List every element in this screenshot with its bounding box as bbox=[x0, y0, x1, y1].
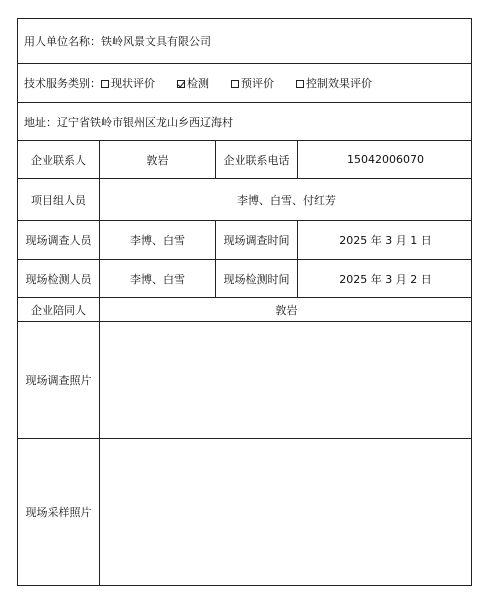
checkbox-icon bbox=[101, 80, 109, 88]
service-option-control: 控制效果评价 bbox=[296, 75, 372, 91]
contact-phone-label: 企业联系电话 bbox=[216, 141, 298, 178]
service-option-pre: 预评价 bbox=[231, 75, 274, 91]
address-row bbox=[18, 103, 471, 141]
survey-time-value: 2025 年 3 月 1 日 bbox=[339, 234, 432, 247]
contact-person-label: 企业联系人 bbox=[18, 141, 100, 178]
service-option-status: 现状评价 bbox=[101, 75, 155, 91]
service-option-detect: 检测 bbox=[177, 75, 209, 91]
survey-staff-value: 李博、白雪 bbox=[100, 221, 216, 259]
unit-cell bbox=[18, 19, 471, 63]
survey-photo-area bbox=[100, 322, 473, 438]
escort-value: 敦岩 bbox=[275, 303, 298, 317]
unit-row bbox=[18, 19, 471, 64]
detect-time-label: 现场检测时间 bbox=[216, 260, 298, 297]
team-value: 李博、白雪、付红芳 bbox=[237, 193, 336, 207]
detect-row bbox=[18, 260, 471, 298]
detect-staff-value: 李博、白雪 bbox=[100, 260, 216, 297]
unit-value: 铁岭风景文具有限公司 bbox=[101, 35, 211, 48]
service-row bbox=[18, 64, 471, 103]
survey-staff-label: 现场调查人员 bbox=[18, 221, 100, 259]
contact-row bbox=[18, 141, 471, 179]
contact-phone-value: 15042006070 bbox=[347, 153, 424, 166]
sampling-photo-label: 现场采样照片 bbox=[18, 439, 100, 585]
service-cell bbox=[18, 64, 471, 102]
survey-photo-row bbox=[18, 322, 471, 439]
sampling-photo-row bbox=[18, 439, 471, 585]
escort-row bbox=[18, 298, 471, 322]
detect-time-value: 2025 年 3 月 2 日 bbox=[339, 272, 432, 286]
checkbox-checked-icon bbox=[177, 80, 185, 88]
checkbox-icon bbox=[296, 80, 304, 88]
team-row bbox=[18, 179, 471, 221]
survey-row bbox=[18, 221, 471, 260]
team-label: 项目组人员 bbox=[18, 179, 100, 220]
address-value: 辽宁省铁岭市银州区龙山乡西辽海村 bbox=[57, 115, 233, 129]
survey-time-label: 现场调查时间 bbox=[216, 221, 298, 259]
survey-photo-label: 现场调查照片 bbox=[18, 322, 100, 438]
unit-label: 用人单位名称： bbox=[24, 35, 101, 48]
service-label: 技术服务类别： bbox=[24, 77, 101, 90]
address-label: 地址： bbox=[24, 115, 57, 129]
contact-person-value: 敦岩 bbox=[100, 141, 216, 178]
checkbox-icon bbox=[231, 80, 239, 88]
address-cell bbox=[18, 103, 471, 140]
detect-staff-label: 现场检测人员 bbox=[18, 260, 100, 297]
sampling-photo-area bbox=[100, 439, 473, 585]
escort-label: 企业陪同人 bbox=[18, 298, 100, 321]
record-table bbox=[17, 18, 472, 586]
